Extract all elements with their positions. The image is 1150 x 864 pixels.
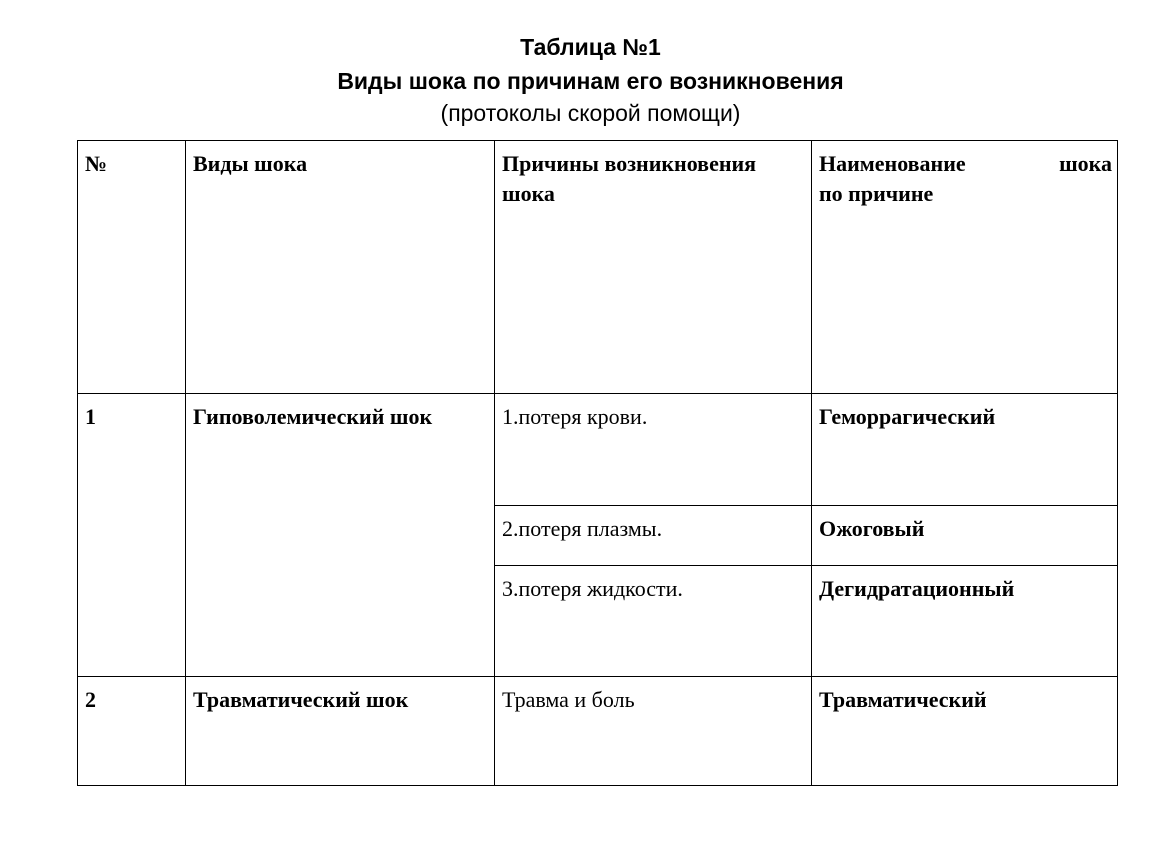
table-title: Таблица №1 [520, 34, 661, 60]
header-cause: Причины возникновения шока [495, 141, 812, 394]
shock-types-table [77, 140, 1118, 786]
header-name-line1: Наименование шока [819, 151, 1112, 176]
header-name-line2: по причине [819, 181, 934, 206]
table-subtitle: Виды шока по причинам его возникновения [337, 68, 844, 94]
row-shock-name: Геморрагический [812, 394, 1118, 506]
table-source-note: (протоколы скорой помощи) [440, 100, 741, 126]
row-num: 2 [78, 677, 186, 786]
row-cause: 1.потеря крови. [495, 394, 812, 506]
row-shock-name: Травматический [812, 677, 1118, 786]
table-row [78, 677, 1118, 786]
row-shock-name: Ожоговый [812, 506, 1118, 566]
row-type: Травматический шок [186, 677, 495, 786]
header-name [812, 141, 1118, 394]
header-num: № [78, 141, 186, 394]
header-type: Виды шока [186, 141, 495, 394]
row-num: 1 [78, 394, 186, 677]
row-cause: 2.потеря плазмы. [495, 506, 812, 566]
row-type: Гиповолемический шок [186, 394, 495, 677]
header-row [78, 141, 1118, 394]
row-cause: 3.потеря жидкости. [495, 566, 812, 677]
row-shock-name: Дегидратационный [812, 566, 1118, 677]
title-block [0, 30, 1150, 128]
table-row [78, 394, 1118, 506]
row-cause: Травма и боль [495, 677, 812, 786]
